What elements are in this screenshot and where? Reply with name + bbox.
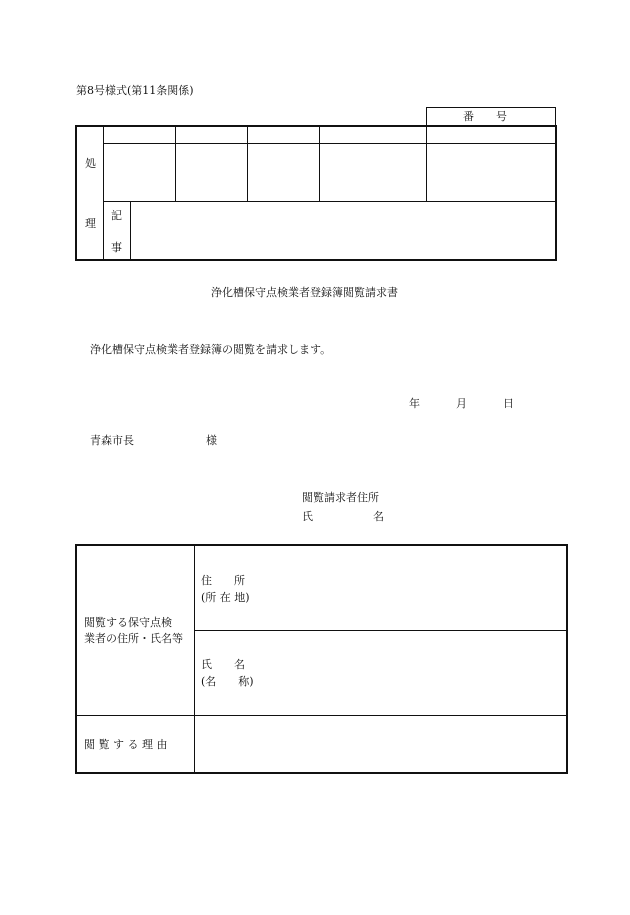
notes-label-top: 記 [111, 209, 122, 222]
reason-field[interactable] [196, 717, 566, 772]
requester-name-label-2: 名 [373, 510, 384, 523]
name-field[interactable] [196, 632, 566, 714]
date-day: 日 [503, 397, 514, 410]
title-label: (名 称) [201, 675, 254, 688]
date-year: 年 [409, 397, 420, 410]
date-month: 月 [456, 397, 467, 410]
document-title: 浄化槽保守点検業者登録簿閲覧請求書 [211, 286, 398, 299]
addressee-name: 青森市長 [90, 434, 134, 447]
address-field[interactable] [196, 546, 566, 629]
processing-label-top: 処 [85, 157, 96, 170]
reason-label: 閲 覧 す る 理 由 [84, 738, 168, 751]
form-id: 第8号様式(第11条関係) [76, 84, 194, 97]
request-statement: 浄化槽保守点検業者登録簿の閲覧を請求します。 [90, 343, 332, 356]
processing-box [0, 0, 630, 270]
notes-label-bottom: 事 [111, 241, 122, 254]
requester-address-label: 閲覧請求者住所 [302, 491, 379, 504]
location-label: (所 在 地) [201, 591, 250, 604]
requester-name-label-1: 氏 [302, 510, 313, 523]
number-label: 番 号 [463, 110, 507, 123]
processing-label-bottom: 理 [85, 217, 96, 230]
addressee-honorific: 様 [206, 434, 217, 447]
address-label: 住 所 [201, 574, 245, 587]
subject-label-line2: 業者の住所・氏名等 [84, 632, 183, 645]
name-label: 氏 名 [201, 658, 245, 671]
subject-label-line1: 閲覧する保守点検 [84, 616, 172, 629]
